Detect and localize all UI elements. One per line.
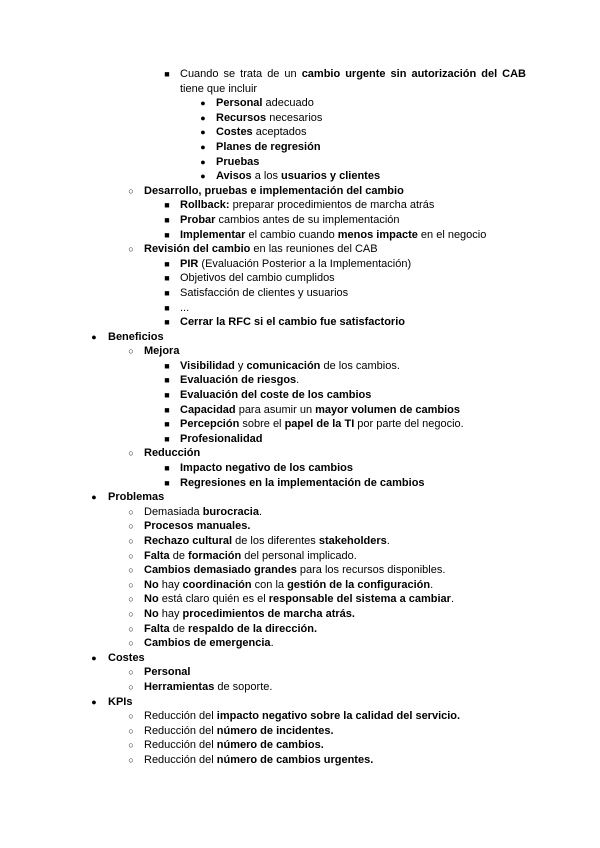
bullet-icon: ○ bbox=[128, 594, 134, 605]
bullet-icon: ■ bbox=[164, 360, 170, 371]
bullet-icon: ■ bbox=[164, 390, 170, 401]
bold-text: Profesionalidad bbox=[180, 432, 263, 445]
list-item-text bbox=[216, 96, 314, 111]
bold-text: comunicación bbox=[246, 359, 321, 372]
list-item bbox=[0, 476, 600, 491]
text: Reducción del bbox=[144, 710, 217, 723]
text: necesarios bbox=[266, 111, 323, 124]
bullet-icon: ○ bbox=[128, 608, 134, 619]
bullet-icon: ■ bbox=[164, 317, 170, 328]
bold-text: Cambios de emergencia bbox=[144, 637, 271, 650]
list-item-text bbox=[144, 738, 324, 753]
text: . bbox=[258, 505, 263, 518]
bold-text: Beneficios bbox=[108, 330, 164, 343]
bullet-icon: ○ bbox=[128, 725, 134, 736]
text: de bbox=[169, 549, 189, 562]
text: para los recursos disponibles. bbox=[296, 564, 446, 577]
list-item bbox=[0, 446, 600, 461]
list-item-text bbox=[180, 82, 257, 97]
text: cambios antes de su implementación bbox=[215, 213, 400, 226]
text: ... bbox=[180, 301, 190, 314]
text: a los bbox=[251, 170, 282, 183]
bullet-icon: ○ bbox=[128, 638, 134, 649]
list-item-text bbox=[180, 213, 400, 228]
bullet-icon: ○ bbox=[128, 681, 134, 692]
list-item bbox=[0, 505, 600, 520]
bullet-icon: ● bbox=[200, 141, 206, 152]
bullet-icon: ○ bbox=[128, 623, 134, 634]
list-item-text bbox=[144, 184, 404, 199]
list-item-text bbox=[180, 257, 411, 272]
bullet-icon: ■ bbox=[164, 287, 170, 298]
text: y bbox=[234, 359, 247, 372]
list-item-text bbox=[180, 67, 526, 82]
bullet-icon: ■ bbox=[164, 419, 170, 430]
bold-text: Avisos bbox=[216, 170, 252, 183]
list-item bbox=[0, 563, 600, 578]
bold-text: Pruebas bbox=[216, 155, 260, 168]
text: de los diferentes bbox=[232, 535, 319, 547]
list-item bbox=[0, 724, 600, 739]
bold-text: KPIs bbox=[108, 695, 133, 708]
bullet-icon: ■ bbox=[164, 214, 170, 225]
bullet-icon: ○ bbox=[128, 667, 134, 678]
list-item bbox=[0, 461, 600, 476]
list-item-text bbox=[144, 724, 334, 739]
bold-text: Personal bbox=[144, 666, 191, 679]
list-item-text bbox=[144, 592, 454, 607]
list-item-text bbox=[180, 373, 299, 388]
bold-text: procedimientos de marcha atrás. bbox=[182, 607, 355, 620]
bullet-icon: ● bbox=[200, 112, 206, 123]
list-item-text bbox=[216, 140, 321, 155]
list-item bbox=[0, 592, 600, 607]
list-item bbox=[0, 359, 600, 374]
text: de bbox=[169, 622, 189, 635]
list-item-text bbox=[144, 636, 274, 651]
bold-text: Reducción bbox=[144, 447, 201, 460]
bullet-icon: ■ bbox=[164, 69, 170, 79]
bold-text: Personal bbox=[216, 97, 263, 110]
bold-text: Herramientas bbox=[144, 680, 215, 693]
list-item-text bbox=[144, 519, 250, 534]
list-item-text bbox=[144, 665, 190, 680]
bullet-icon: ○ bbox=[128, 565, 134, 576]
bold-text: responsable del sistema a cambiar bbox=[268, 593, 451, 606]
bold-text: Costes bbox=[216, 126, 253, 139]
bullet-icon: ■ bbox=[164, 273, 170, 284]
list-item-text bbox=[180, 461, 353, 476]
bold-text: Evaluación del coste de los cambios bbox=[180, 389, 372, 402]
bold-text: No bbox=[144, 607, 159, 620]
list-item-text bbox=[180, 432, 263, 447]
list-item-text bbox=[216, 169, 380, 184]
bold-text: Probar bbox=[180, 213, 216, 226]
list-item bbox=[0, 82, 600, 97]
bold-text: Costes bbox=[108, 651, 145, 664]
list-item-text bbox=[144, 534, 390, 549]
list-item-text bbox=[144, 344, 179, 359]
bullet-icon: ○ bbox=[128, 346, 134, 357]
bold-text: Mejora bbox=[144, 345, 180, 358]
bold-text: papel de la TI bbox=[284, 418, 355, 431]
list-item bbox=[0, 607, 600, 622]
bold-text: Procesos manuales. bbox=[144, 520, 251, 533]
bullet-icon: ■ bbox=[164, 200, 170, 211]
list-item bbox=[0, 198, 600, 213]
bold-text: usuarios y clientes bbox=[281, 170, 381, 183]
document-page bbox=[0, 67, 600, 768]
text: de soporte. bbox=[214, 680, 273, 693]
text: Reducción del bbox=[144, 753, 217, 766]
list-item bbox=[0, 519, 600, 534]
bullet-icon: ● bbox=[91, 492, 97, 503]
list-item-text bbox=[180, 271, 335, 286]
text: tiene que incluir bbox=[180, 82, 258, 95]
bold-text: número de cambios urgentes. bbox=[216, 753, 374, 766]
bullet-icon: ○ bbox=[128, 740, 134, 751]
bullet-icon: ○ bbox=[128, 754, 134, 765]
bullet-icon: ■ bbox=[164, 375, 170, 386]
list-item-text bbox=[108, 490, 164, 505]
list-item bbox=[0, 403, 600, 418]
bullet-icon: ○ bbox=[128, 506, 134, 517]
list-item bbox=[0, 169, 600, 184]
bold-text: Cerrar la RFC si el cambio fue satisfactorio bbox=[180, 316, 405, 329]
list-item bbox=[0, 111, 600, 126]
list-item bbox=[0, 534, 600, 549]
text: con la bbox=[251, 578, 288, 591]
bold-text: Desarrollo, pruebas e implementación del cambio bbox=[144, 184, 404, 197]
text: Cuando se trata de un bbox=[180, 68, 302, 80]
list-item bbox=[0, 140, 600, 155]
bullet-icon: ■ bbox=[164, 463, 170, 474]
list-item bbox=[0, 301, 600, 316]
list-item-text bbox=[216, 125, 307, 140]
bold-text: Impacto negativo de los cambios bbox=[180, 462, 353, 475]
list-item-text bbox=[144, 563, 445, 578]
bullet-icon: ● bbox=[91, 652, 97, 663]
text: el cambio cuando bbox=[245, 228, 338, 241]
list-item-text bbox=[144, 607, 355, 622]
list-item bbox=[0, 738, 600, 753]
list-item-text bbox=[144, 622, 317, 637]
list-item-text bbox=[144, 549, 357, 564]
text: Satisfacción de clientes y usuarios bbox=[180, 286, 349, 299]
bold-text: formación bbox=[188, 549, 242, 562]
bold-text: Planes de regresión bbox=[216, 140, 321, 153]
bold-text: PIR bbox=[180, 257, 199, 270]
bold-text: Rechazo cultural bbox=[144, 535, 233, 547]
list-item-text bbox=[144, 578, 433, 593]
bold-text: cambio urgente sin autorización del CAB bbox=[301, 68, 526, 80]
list-item bbox=[0, 271, 600, 286]
list-item-text bbox=[144, 242, 378, 257]
text: sobre el bbox=[239, 418, 285, 431]
list-item bbox=[0, 665, 600, 680]
list-item bbox=[0, 680, 600, 695]
text: de los cambios. bbox=[320, 359, 400, 372]
text: aceptados bbox=[252, 126, 307, 139]
bold-text: Problemas bbox=[108, 491, 165, 504]
list-item bbox=[0, 330, 600, 345]
list-item bbox=[0, 651, 600, 666]
text: . bbox=[296, 374, 300, 387]
bullet-icon: ○ bbox=[128, 521, 134, 532]
bold-text: Implementar bbox=[180, 228, 246, 241]
bold-text: Revisión del cambio bbox=[144, 243, 251, 256]
bold-text: Evaluación de riesgos bbox=[180, 374, 297, 387]
bold-text: Falta bbox=[144, 549, 170, 562]
bullet-icon: ● bbox=[200, 171, 206, 182]
list-item bbox=[0, 622, 600, 637]
list-item bbox=[0, 753, 600, 768]
bold-text: respaldo de la dirección. bbox=[188, 622, 318, 635]
list-item bbox=[0, 286, 600, 301]
text: hay bbox=[158, 578, 183, 591]
bold-text: Regresiones en la implementación de cambios bbox=[180, 476, 425, 489]
text: preparar procedimientos de marcha atrás bbox=[229, 199, 435, 212]
text: . bbox=[430, 578, 434, 591]
text: en el negocio bbox=[417, 228, 487, 241]
text: (Evaluación Posterior a la Implementación) bbox=[198, 257, 412, 270]
text: hay bbox=[158, 607, 183, 620]
bullet-icon: ■ bbox=[164, 404, 170, 415]
bullet-icon: ■ bbox=[164, 302, 170, 313]
bullet-icon: ○ bbox=[128, 448, 134, 459]
list-item bbox=[0, 344, 600, 359]
text: está claro quién es el bbox=[158, 593, 269, 606]
bold-text: número de incidentes. bbox=[216, 724, 334, 737]
text: Reducción del bbox=[144, 724, 217, 737]
list-item bbox=[0, 578, 600, 593]
bullet-icon: ■ bbox=[164, 433, 170, 444]
list-item-text bbox=[180, 388, 371, 403]
list-item-text bbox=[180, 476, 425, 491]
list-item bbox=[0, 417, 600, 432]
list-item-text bbox=[180, 198, 434, 213]
bullet-icon: ○ bbox=[128, 244, 134, 255]
list-item-text bbox=[108, 651, 145, 666]
list-item bbox=[0, 184, 600, 199]
bullet-icon: ● bbox=[91, 331, 97, 342]
bullet-icon: ○ bbox=[128, 536, 134, 546]
list-item bbox=[0, 242, 600, 257]
bullet-icon: ○ bbox=[128, 550, 134, 561]
list-item-text bbox=[180, 417, 464, 432]
text: por parte del negocio. bbox=[354, 418, 464, 431]
bold-text: burocracia bbox=[202, 505, 259, 518]
list-item-text bbox=[180, 228, 486, 243]
bold-text: Falta bbox=[144, 622, 170, 635]
text: para asumir un bbox=[235, 403, 316, 416]
list-item bbox=[0, 388, 600, 403]
list-item bbox=[0, 257, 600, 272]
bold-text: gestión de la configuración bbox=[287, 578, 431, 591]
list-item bbox=[0, 490, 600, 505]
text: . bbox=[270, 637, 274, 650]
list-item bbox=[0, 373, 600, 388]
bold-text: número de cambios. bbox=[216, 739, 324, 752]
list-item-text bbox=[180, 315, 405, 330]
list-item bbox=[0, 213, 600, 228]
list-item-text bbox=[144, 709, 460, 724]
bullet-icon: ■ bbox=[164, 258, 170, 269]
bold-text: impacto negativo sobre la calidad del servicio. bbox=[216, 710, 461, 723]
bold-text: menos impacte bbox=[337, 228, 418, 241]
list-item-text bbox=[216, 111, 322, 126]
list-item-text bbox=[144, 505, 262, 520]
list-item bbox=[0, 315, 600, 330]
text: en las reuniones del CAB bbox=[250, 243, 378, 256]
bullet-icon: ○ bbox=[128, 185, 134, 196]
list-item bbox=[0, 125, 600, 140]
bold-text: Recursos bbox=[216, 111, 267, 124]
bold-text: stakeholders bbox=[318, 535, 387, 547]
list-item-text bbox=[108, 695, 132, 710]
bullet-icon: ● bbox=[91, 696, 97, 707]
text: . bbox=[386, 535, 390, 547]
bullet-icon: ● bbox=[200, 127, 206, 138]
text: adecuado bbox=[262, 97, 314, 110]
list-item bbox=[0, 228, 600, 243]
bullet-icon: ○ bbox=[128, 579, 134, 590]
list-item-text bbox=[144, 753, 373, 768]
list-item bbox=[0, 96, 600, 111]
text: del personal implicado. bbox=[241, 549, 357, 562]
bold-text: Visibilidad bbox=[180, 359, 235, 372]
bold-text: mayor volumen de cambios bbox=[315, 403, 461, 416]
list-item bbox=[0, 709, 600, 724]
list-item bbox=[0, 549, 600, 564]
list-item bbox=[0, 432, 600, 447]
list-item-text bbox=[144, 680, 272, 695]
list-item bbox=[0, 67, 600, 82]
bold-text: Capacidad bbox=[180, 403, 236, 416]
bold-text: No bbox=[144, 578, 159, 591]
list-item-text bbox=[180, 359, 400, 374]
bold-text: Rollback: bbox=[180, 199, 230, 212]
list-item-text bbox=[180, 301, 189, 316]
list-item-text bbox=[144, 446, 200, 461]
text: Objetivos del cambio cumplidos bbox=[180, 272, 335, 285]
list-item-text bbox=[108, 330, 164, 345]
bold-text: Cambios demasiado grandes bbox=[144, 564, 297, 577]
list-item-text bbox=[216, 155, 259, 170]
bullet-icon: ■ bbox=[164, 477, 170, 488]
text: . bbox=[450, 593, 455, 606]
bullet-icon: ● bbox=[200, 156, 206, 167]
bold-text: Percepción bbox=[180, 418, 240, 431]
text: Reducción del bbox=[144, 739, 217, 752]
text: Demasiada bbox=[144, 505, 203, 518]
list-item bbox=[0, 155, 600, 170]
list-item-text bbox=[180, 286, 348, 301]
bold-text: No bbox=[144, 593, 159, 606]
bold-text: coordinación bbox=[182, 578, 252, 591]
bullet-icon: ○ bbox=[128, 711, 134, 722]
list-item-text bbox=[180, 403, 460, 418]
bullet-icon: ● bbox=[200, 98, 206, 109]
bullet-icon: ■ bbox=[164, 229, 170, 240]
list-item bbox=[0, 636, 600, 651]
list-item bbox=[0, 695, 600, 710]
